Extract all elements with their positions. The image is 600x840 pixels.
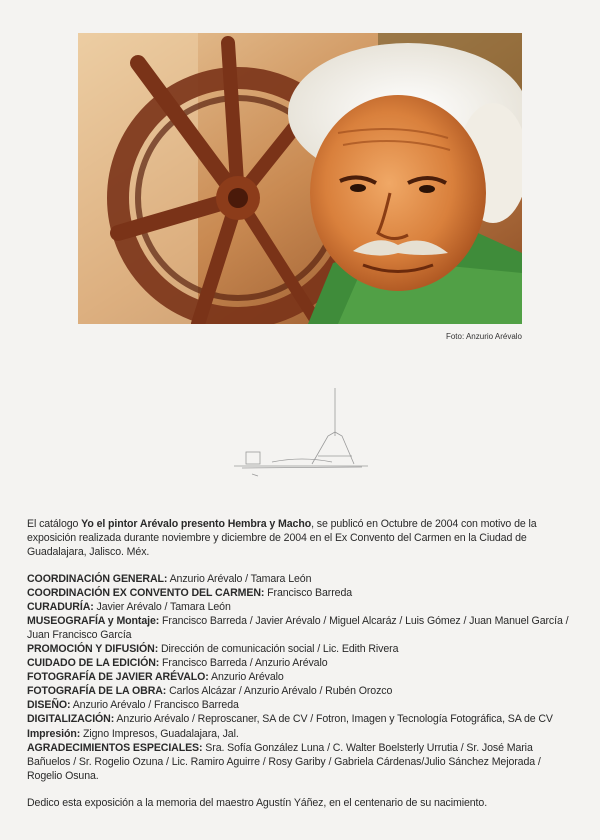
sketch-drawing bbox=[232, 386, 372, 491]
dedication-text: Dedico esta exposición a la memoria del maestro Agustín Yáñez, en el centenario de su nacimiento. bbox=[27, 797, 488, 809]
credit-line bbox=[27, 698, 577, 712]
credit-value: Anzurio Arévalo / Francisco Barreda bbox=[70, 699, 239, 711]
credit-value: Anzurio Arévalo / Reproscaner, SA de CV / Fotron, Imagen y Tecnología Fotográfica, SA de CV bbox=[114, 713, 553, 725]
portrait-photo bbox=[78, 33, 522, 324]
credit-line bbox=[27, 614, 577, 642]
credit-label: COORDINACIÓN GENERAL: bbox=[27, 573, 168, 585]
credit-line bbox=[27, 670, 577, 684]
intro-prefix: El catálogo bbox=[27, 518, 82, 530]
credit-line bbox=[27, 656, 577, 670]
portrait-illustration bbox=[78, 33, 522, 324]
credit-line bbox=[27, 727, 577, 741]
intro-suffix: , se publicó en Octubre de 2004 con motivo de la exposición realizada durante noviembre y diciembre de 2004 en el Ex Convento del Carmen en la Ciudad de Guadalajara, Jalisco. Méx. bbox=[27, 518, 537, 558]
credit-label: FOTOGRAFÍA DE LA OBRA: bbox=[27, 685, 167, 697]
credit-value: Dirección de comunicación social / Lic. Edith Rivera bbox=[158, 643, 399, 655]
credit-value: Francisco Barreda / Anzurio Arévalo bbox=[159, 657, 328, 669]
colophon-text bbox=[27, 517, 577, 810]
intro-paragraph bbox=[27, 517, 577, 559]
credit-label: CUIDADO DE LA EDICIÓN: bbox=[27, 657, 160, 669]
credit-value: Anzurio Arévalo bbox=[208, 671, 284, 683]
credit-line bbox=[27, 684, 577, 698]
credit-value: Francisco Barreda / Javier Arévalo / Miguel Alcaráz / Luis Gómez / Juan Manuel García / Juan Francisco García bbox=[27, 615, 569, 641]
credit-label: MUSEOGRAFÍA y Montaje: bbox=[27, 615, 160, 627]
credit-label: DIGITALIZACIÓN: bbox=[27, 713, 115, 725]
credit-value: Sra. Sofía González Luna / C. Walter Boelsterly Urrutia / Sr. José Maria Bañuelos / Sr. Rogelio Ozuna / Lic. Ramiro Aguirre / Rosy Gariby / Gabriela Cárdenas/Julio Sánchez Mejorada / Rogelio Osuna. bbox=[27, 742, 541, 782]
credit-label: AGRADECIMIENTOS ESPECIALES: bbox=[27, 742, 203, 754]
credit-value: Zigno Impresos, Guadalajara, Jal. bbox=[80, 728, 239, 740]
credit-line bbox=[27, 572, 577, 586]
credit-value: Javier Arévalo / Tamara León bbox=[93, 601, 231, 613]
photo-caption: Foto: Anzurio Arévalo bbox=[445, 332, 522, 341]
credit-label: CURADURÍA: bbox=[27, 601, 94, 613]
credit-line bbox=[27, 600, 577, 614]
credit-value: Francisco Barreda bbox=[264, 587, 353, 599]
catalog-title: Yo el pintor Arévalo presento Hembra y Macho bbox=[81, 518, 312, 530]
credit-label: COORDINACIÓN EX CONVENTO DEL CARMEN: bbox=[27, 587, 265, 599]
credit-line bbox=[27, 642, 577, 656]
credit-value: Anzurio Arévalo / Tamara León bbox=[167, 573, 312, 585]
credit-line bbox=[27, 586, 577, 600]
credit-label: Impresión: bbox=[27, 728, 81, 740]
credit-value: Carlos Alcázar / Anzurio Arévalo / Rubén Orozco bbox=[166, 685, 393, 697]
credit-line bbox=[27, 712, 577, 726]
credit-label: FOTOGRAFÍA DE JAVIER ARÉVALO: bbox=[27, 671, 209, 683]
credit-label: DISEÑO: bbox=[27, 699, 71, 711]
credit-line bbox=[27, 741, 577, 783]
credit-label: PROMOCIÓN Y DIFUSIÓN: bbox=[27, 643, 159, 655]
